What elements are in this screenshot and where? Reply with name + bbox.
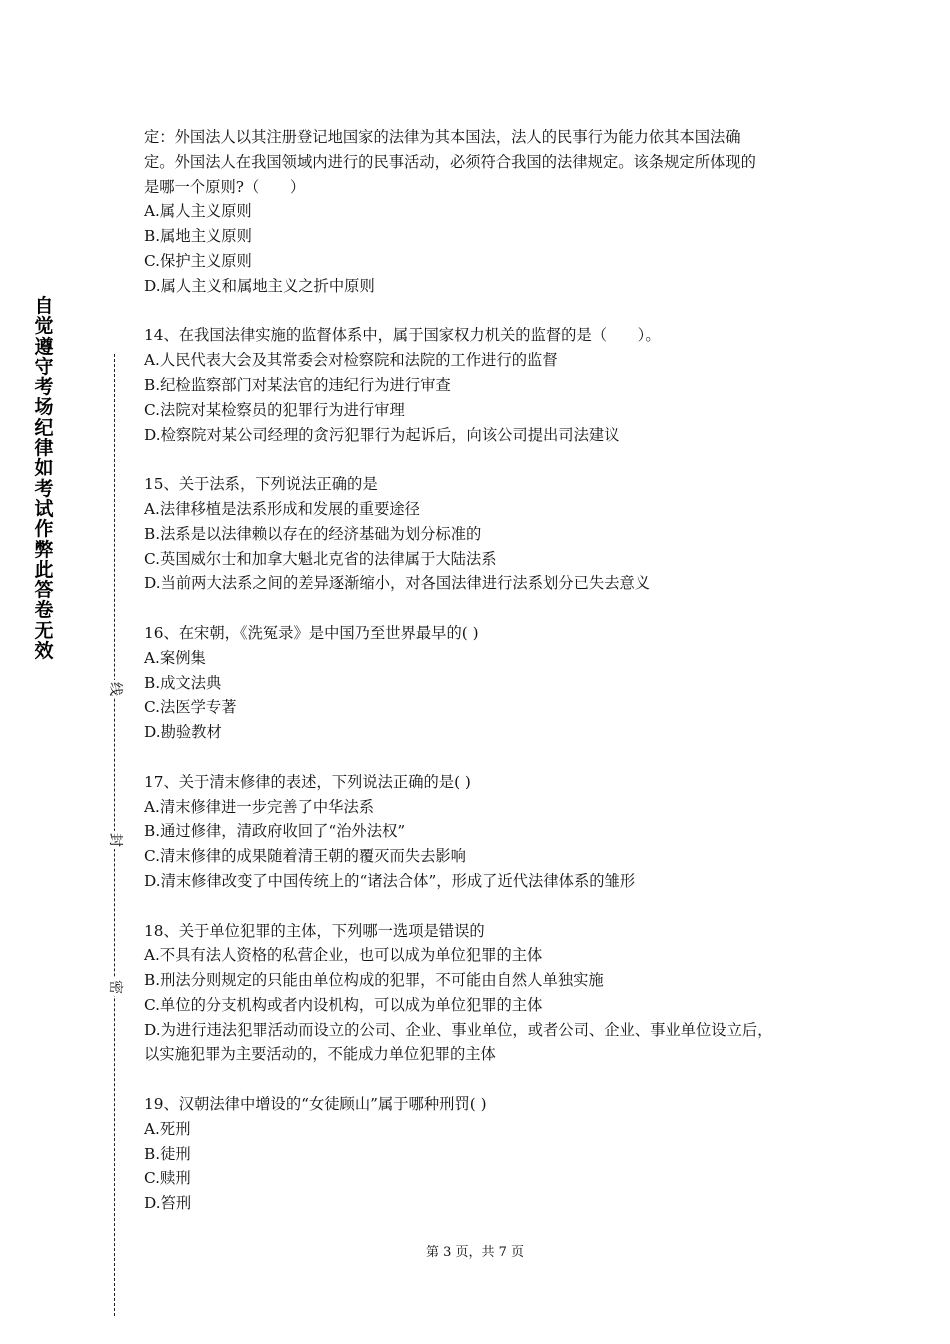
option-c: C.清末修律的成果随着清王朝的覆灭而失去影响 [144, 847, 466, 866]
question-stem: 定。外国法人在我国领域内进行的民事活动，必须符合我国的法律规定。该条规定所体现的 [144, 152, 756, 171]
option-c: C.法院对某检察员的犯罪行为进行审理 [144, 400, 405, 419]
option-a: A.清末修律进一步完善了中华法系 [144, 797, 375, 816]
question-18 [144, 919, 814, 1068]
question-stem: 14、在我国法律实施的监督体系中，属于国家权力机关的监督的是（ ）。 [144, 326, 661, 345]
option-d: D.清末修律改变了中国传统上的“诸法合体”，形成了近代法律体系的雏形 [144, 871, 636, 890]
question-14 [144, 323, 814, 447]
option-d: D.检察院对某公司经理的贪污犯罪行为起诉后，向该公司提出司法建议 [144, 425, 620, 444]
exam-discipline-warning: 自觉遵守考场纪律如考试作弊此答卷无效 [34, 295, 54, 663]
question-stem: 17、关于清末修律的表述，下列说法正确的是( ) [144, 772, 471, 791]
question-stem: 16、在宋朝，《洗冤录》是中国乃至世界最早的( ) [144, 623, 479, 642]
binding-label-line: 线 [107, 682, 123, 696]
question-stem: 是哪一个原则?（ ） [144, 177, 306, 196]
option-d: D.当前两大法系之间的差异逐渐缩小，对各国法律进行法系划分已失去意义 [144, 574, 651, 593]
option-a: A.死刑 [144, 1119, 191, 1138]
option-d: D.笞刑 [144, 1194, 192, 1213]
option-d: D.属人主义和属地主义之折中原则 [144, 276, 375, 295]
option-b: B.纪检监察部门对某法官的违纪行为进行审查 [144, 375, 451, 394]
question-16 [144, 621, 814, 745]
option-c: C.赎刑 [144, 1169, 191, 1188]
binding-label-secret: 密 [107, 980, 123, 994]
question-19 [144, 1092, 814, 1216]
question-stem: 定：外国法人以其注册登记地国家的法律为其本国法，法人的民事行为能力依其本国法确 [144, 128, 741, 146]
page-number: 第 3 页，共 7 页 [425, 1245, 525, 1260]
option-a: A.属人主义原则 [144, 202, 252, 221]
question-stem: 19、汉朝法律中增设的“女徒顾山”属于哪种刑罚( ) [144, 1095, 487, 1114]
option-d: D.勘验教材 [144, 723, 222, 742]
question-stem: 18、关于单位犯罪的主体，下列哪一选项是错误的 [144, 921, 485, 940]
binding-label-seal: 封 [107, 833, 123, 847]
question-15 [144, 472, 814, 596]
question-17 [144, 770, 814, 894]
option-c: C.保护主义原则 [144, 251, 252, 270]
option-d-continued: 以实施犯罪为主要活动的，不能成力单位犯罪的主体 [144, 1045, 496, 1064]
option-c: C.法医学专著 [144, 698, 237, 717]
option-c: C.英国威尔士和加拿大魁北克省的法律属于大陆法系 [144, 549, 497, 568]
option-a: A.不具有法人资格的私营企业，也可以成为单位犯罪的主体 [144, 946, 543, 965]
option-b: B.刑法分则规定的只能由单位构成的犯罪，不可能由自然人单独实施 [144, 971, 604, 990]
option-b: B.成文法典 [144, 673, 222, 692]
question-stem: 15、关于法系，下列说法正确的是 [144, 475, 378, 494]
option-d: D.为进行违法犯罪活动而设立的公司、企业、事业单位，或者公司、企业、事业单位设立后， [144, 1020, 773, 1039]
option-b: B.法系是以法律赖以存在的经济基础为划分标准的 [144, 524, 482, 543]
option-b: B.通过修律，清政府收回了“治外法权” [144, 822, 406, 841]
question-list [144, 125, 814, 1241]
option-a: A.案例集 [144, 648, 206, 667]
option-a: A.法律移植是法系形成和发展的重要途径 [144, 499, 420, 518]
option-b: B.徒刑 [144, 1144, 191, 1163]
option-a: A.人民代表大会及其常委会对检察院和法院的工作进行的监督 [144, 351, 558, 370]
option-b: B.属地主义原则 [144, 227, 252, 246]
option-c: C.单位的分支机构或者内设机构，可以成为单位犯罪的主体 [144, 995, 543, 1014]
question-13 [144, 125, 814, 299]
